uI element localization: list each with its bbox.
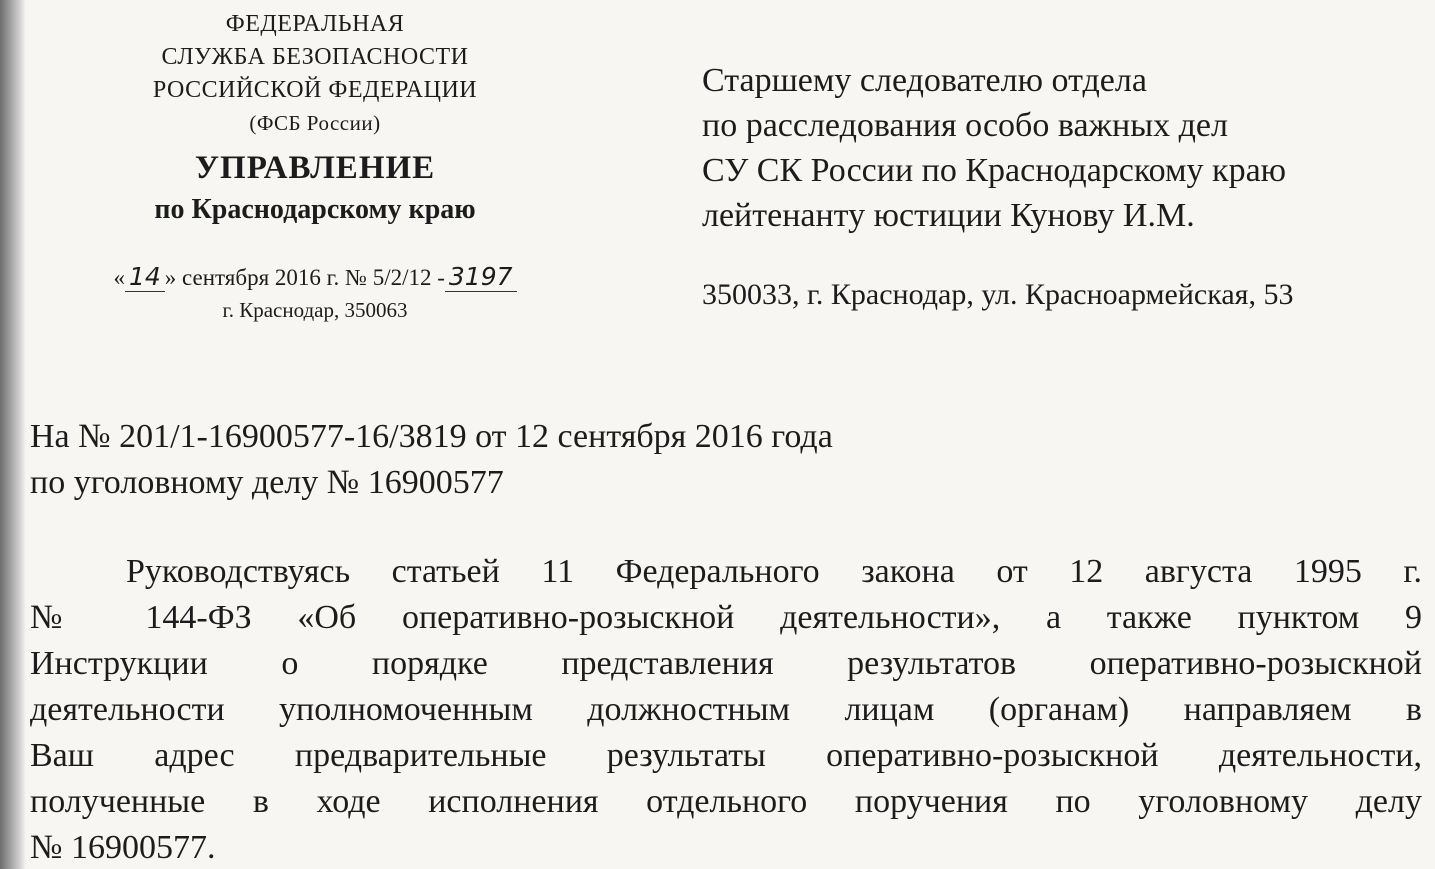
body-paragraph	[30, 549, 1422, 869]
body-line: Руководствуясь статьей 11 Федерального закона от 12 августа 1995 г.	[126, 553, 1422, 590]
reference-line-1: На № 201/1-16900577-16/3819 от 12 сентября 2016 года	[30, 418, 833, 455]
sender-line-3: РОССИЙСКОЙ ФЕДЕРАЦИИ	[152, 77, 478, 103]
handwritten-outgoing-number: 3197	[445, 262, 517, 292]
department-title: УПРАВЛЕНИЕ	[194, 150, 436, 186]
sender-city: г. Краснодар, 350063	[222, 298, 408, 322]
reference-line-2: по уголовному делу № 16900577	[30, 464, 504, 501]
recipient-line-2: по расследования особо важных дел	[702, 107, 1228, 144]
date-rest: » сентября 2016 г. № 5/2/12 -	[164, 265, 445, 290]
recipient-block	[702, 58, 1422, 315]
body-line: № 144-ФЗ «Об оперативно-розыскной деятельности», а также пунктом 9	[30, 599, 1422, 636]
body-line: Инструкции о порядке представления результатов оперативно-розыскной	[30, 645, 1422, 682]
recipient-line-4: лейтенанту юстиции Кунову И.М.	[702, 197, 1195, 234]
handwritten-day: 14	[125, 262, 165, 292]
recipient-address: 350033, г. Краснодар, ул. Красноармейская, 53	[702, 278, 1294, 311]
recipient-line-3: СУ СК России по Краснодарскому краю	[702, 152, 1287, 189]
body-line: № 16900577.	[30, 829, 216, 866]
body-line: полученные в ходе исполнения отдельного поручения по уголовному делу	[30, 783, 1422, 820]
body-line: деятельности уполномоченным должностным лицам (органам) направляем в	[30, 691, 1422, 728]
sender-line-4: (ФСБ России)	[249, 111, 381, 135]
body-line: Ваш адрес предварительные результаты оперативно-розыскной деятельности,	[30, 737, 1422, 774]
recipient-line-1: Старшему следователю отдела	[702, 62, 1147, 99]
department-region: по Краснодарскому краю	[154, 194, 476, 225]
reference-block	[30, 414, 1130, 506]
scan-binding-shadow	[0, 0, 26, 869]
sender-line-1: ФЕДЕРАЛЬНАЯ	[225, 11, 405, 37]
sender-line-2: СЛУЖБА БЕЗОПАСНОСТИ	[161, 44, 469, 70]
date-open-quote: «	[113, 265, 125, 290]
date-number-line	[80, 260, 550, 295]
sender-letterhead	[80, 8, 550, 325]
